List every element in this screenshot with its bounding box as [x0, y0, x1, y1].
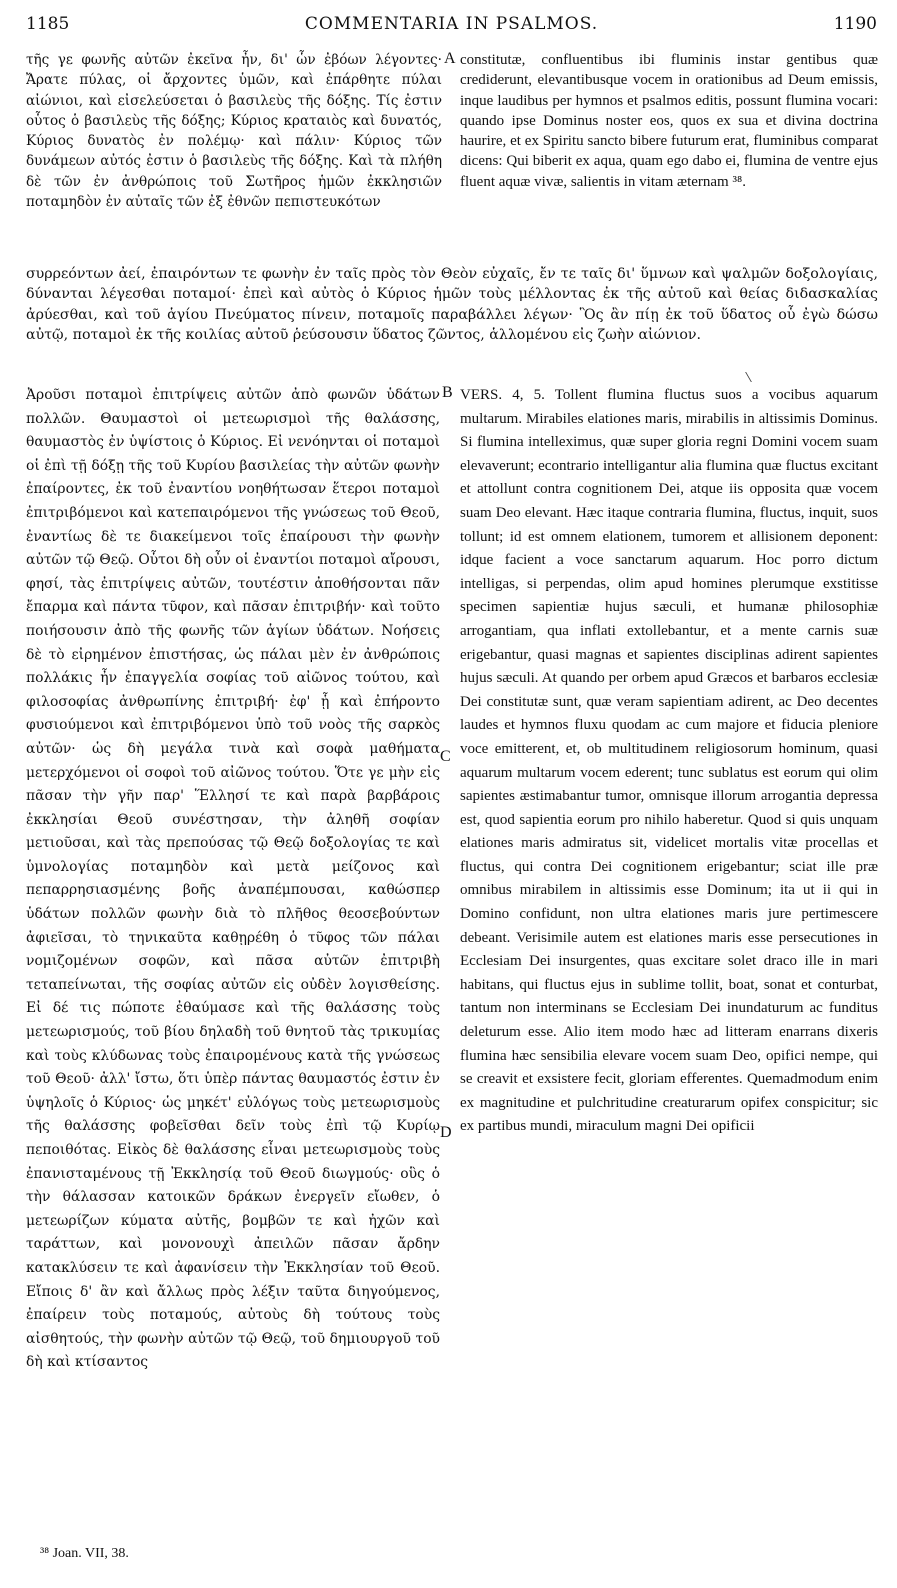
- page-header: [26, 14, 877, 40]
- section-marker-a: A: [444, 50, 456, 67]
- stray-mark: [745, 372, 758, 382]
- running-title: COMMENTARIA IN PSALMOS.: [304, 14, 599, 34]
- section-marker-c: C: [440, 748, 451, 765]
- greek-column-top: τῆς γε φωνῆς αὐτῶν ἐκεῖνα ἦν, δι' ὧν ἐβόων λέγοντες· Ἄρατε πύλας, οἱ ἄρχοντες ὑμῶν, καὶ ἐπάρθητε πύλαι αἰώνιοι, καὶ εἰσελεύσεται ὁ βασιλεὺς τῆς δόξης. Τίς ἐστιν οὗτος ὁ βασιλεὺς τῆς δόξης; Κύριος κραταιὸς καὶ δυνατός, Κύριος δυνατὸς ἐν πολέμῳ· καὶ πάλιν· Κύριος τῶν δυνάμεων αὐτός ἐστιν ὁ βασιλεὺς τῆς δόξης. Καὶ τὰ πλήθη δὲ τῶν ἐν ἀνθρώποις τοῦ Σωτῆρος ἡμῶν ἐκκλησιῶν ποταμηδὸν ἐν αὐταῖς τῶν ἐξ ἐθνῶν πεπιστευκότων: [26, 52, 442, 211]
- page-number-right: 1190: [833, 14, 877, 34]
- section-marker-b: B: [442, 384, 453, 401]
- latin-column-top: constitutæ, confluentibus ibi fluminis instar gentibus quæ crediderunt, elevantibusque vocem in orationibus ad Deum emissis, inque laudibus per hymnos et psalmos editis, possunt flumina vocari: quando ipse Dominus noster eos, quos ex sua et divina doctrina haurire, et ex Spiritu sancto bibere futurum erat, fluminibus comparat dicens: Qui biberit ex aqua, quam ego dabo ei, flumina de ventre ejus fluent aquæ vivæ, salientis in vitam æternam ³⁸.: [460, 52, 878, 190]
- footnote: ³⁸ Joan. VII, 38.: [40, 1546, 129, 1561]
- page-number-left: 1185: [26, 14, 70, 34]
- section-marker-d: D: [440, 1124, 452, 1141]
- latin-column-bottom: VERS. 4, 5. Tollent flumina fluctus suos a vocibus aquarum multarum. Mirabiles elationes maris, mirabilis in altissimis Dominus. Si flumina intelleximus, quæ super gloria regni Domini vocem suam elevaverunt; econtrario intelligantur alia flumina quæ fluctus excitant et attollunt contra cognitionem Dei, atque iis opposita quæ vocem suam Deo elevant. Hæc itaque contraria flumina, fluctus, inquit, suos tollunt; id est omnem elationem, tumorem et allisionem deponent: idque facient a voce sanctarum aquarum. Hoc porro dictum intelligas, si perpendas, olim apud homines plerumque exstitisse specimen sapientiæ hujus sæculi, et humanæ philosophiæ arrogantiam, qua inflati extollebantur, et a mente carnis suæ erigebantur, quasi magnas et sapientes disciplinas adirent sapientes hujus sæculi. At quando per orbem apud Græcos et barbaros ecclesiæ Dei constitutæ sunt, quæ veram sapientiam adirent, ac Deo decentes laudes et hymnos fluxu quodam ac cum majore et fiducia pleniore voce emitterent, et, ob multitudinem religiosorum hominum, quasi aquarum multarum vocem ederent; tunc sublatus est eorum qui olim sapientes æstimabantur tumor, omnisque illorum arrogantia depressa est, quod sapientia eorum pro nihilo haberetur. Quod si quis unquam elationes maris admiratus sit, videlicet mortalis vitæ procellas et fluctus, qui contra Dei cognitionem erigebantur; sciat ille præ omnibus mirabilem in altissimis esse Dominum; ita ut ii qui in Domino confidunt, non ultra elationes maris jure pertimescere debeant. Verisimile autem est elationes maris esse persecutiones in Ecclesiam Dei insurgentes, quas excitare solet draco ille in mari habitans, qui fluctus ejus in sublime tollit, boat, sonat et conturbat, tantum non interminans se Ecclesiam Dei inundaturum ac funditus deleturum esse. Alio item modo hæc ad litteram enarrans dixeris flumina hæc sensibilia elevare vocem suam Deo, opifici nempe, qui se creavit et exsistere fecit, gloriam efferentes. Quemadmodum enim ex magnitudine et pulchritudine creaturarum opifex conspicitur; sic ex partibus mundi, miraculum magni Dei opificii: [460, 387, 878, 1135]
- greek-spanning-paragraph: συρρεόντων ἀεί, ἐπαιρόντων τε φωνὴν ἐν ταῖς πρὸς τὸν Θεὸν εὐχαῖς, ἔν τε ταῖς δι' ὕμνων καὶ ψαλμῶν δοξολογίαις, δύνανται λέγεσθαι ποταμοί· ἐπεὶ καὶ αὐτὸς ὁ Κύριος ἡμῶν τοὺς μέλλοντας ἐκ τῆς αὐτοῦ καὶ θείας διδασκαλίας ἀρύεσθαι, καὶ τοῦ ἁγίου Πνεύματος πίνειν, ποταμοῖς παραβάλλει λέγων· Ὃς ἂν πίῃ ἐκ τοῦ ὕδατος οὗ ἐγὼ δώσω αὐτῷ, ποταμοὶ ἐκ τῆς κοιλίας αὐτοῦ ῥεύσουσιν ὕδατος ζῶντος, ἁλλομένου εἰς ζωὴν αἰώνιον.: [26, 266, 878, 343]
- greek-column-bottom: Ἀροῦσι ποταμοὶ ἐπιτρίψεις αὐτῶν ἀπὸ φωνῶν ὑδάτων πολλῶν. Θαυμαστοὶ οἱ μετεωρισμοὶ τῆς θαλάσσης, θαυμαστὸς ἐν ὑψίστοις ὁ Κύριος. Εἰ νενόηνται οἱ ποταμοὶ οἱ ἐπὶ τῇ δόξῃ τῆς τοῦ Κυρίου βασιλείας τὴν αὐτῶν φωνὴν ἐπαίροντες, ἐκ τοῦ ἐναντίου νοηθήτωσαν ἕτεροι ποταμοὶ ἐπιτριβόμενοι καὶ κατεπαιρόμενοι τῆς γνώσεως τοῦ Θεοῦ, ἐναντίως δὲ τε διακείμενοι τοῖς ἐπαίρουσι τὴν φωνὴν αὐτῶν τῷ Θεῷ. Οὗτοι δὴ οὖν οἱ ἐναντίοι ποταμοὶ αἴρουσι, φησί, τὰς ἐπιτρίψεις αὐτῶν, τουτέστιν ἀποθήσονται πᾶν ἔπαρμα καὶ πάντα τῦφον, καὶ πᾶσαν ἐπιτριβήν· καὶ τοῦτο ποιήσουσιν ἀπὸ τῆς φωνῆς τῶν ἁγίων ὑδάτων. Νοήσεις δὲ τὸ εἰρημένον ἐπιστήσας, ὡς πάλαι μὲν ἐν ἀνθρώποις πολλάκις ἦν ἐπαγγελία σοφίας τοῦ αἰῶνος τούτου, καὶ φιλοσοφίας ἀνθρωπίνης ἐπιτριβή· ἐφ' ᾗ καὶ ἐπήροντο φυσιούμενοι καὶ ἐπιτριβόμενοι ὑπὸ τοῦ νοὸς τῆς σαρκὸς αὐτῶν· ὡς δὴ μεγάλα τινὰ καὶ σοφὰ μαθήματα μετερχόμενοι οἱ σοφοὶ τοῦ αἰῶνος τούτου. Ὅτε γε μὴν εἰς πᾶσαν τὴν γῆν παρ' Ἕλλησί τε καὶ παρὰ βαρβάροις ἐκκλησίαι Θεοῦ συνέστησαν, τὴν ἀληθῆ σοφίαν μετιοῦσαι, καὶ τὰς πρεπούσας τῷ Θεῷ δοξολογίας τε καὶ ὑμνολογίας ποταμηδὸν καὶ μετὰ μείζονος καὶ πεπαρρησιασμένης βοῆς ἀναπέμπουσαι, καθώσπερ ὑδάτων πολλῶν φωνὴν διὰ τὸ πλῆθος θεοσεβούντων ἀφιεῖσαι, τὸ τηνικαῦτα καθῃρέθη ὁ τῦφος τῶν πάλαι νομιζομένων σοφῶν, καὶ πᾶσα αὐτῶν ἐπιτριβὴ τεταπείνωται, τῆς σοφίας αὐτῶν εἰς οὐδὲν λογισθείσης. Εἰ δέ τις πώποτε ἐθαύμασε καὶ τῆς θαλάσσης τοὺς μετεωρισμούς, τοῦ βίου δηλαδὴ τοῦ θνητοῦ τὰς τρικυμίας καὶ τοὺς κλύδωνας τοὺς ἐπαιρομένους κατὰ τῆς γνώσεως τοῦ Θεοῦ· ἀλλ' ἴστω, ὅτι ὑπὲρ πάντας θαυμαστός ἐστιν ἐν ὑψηλοῖς ὁ Κύριος· ὡς μηκέτ' εὐλόγως τοὺς μετεωρισμοὺς τῆς θαλάσσης φοβεῖσθαι δεῖν τοὺς ἐπὶ τῷ Κυρίῳ πεποιθότας. Εἰκὸς δὲ θαλάσσης εἶναι μετεωρισμοὺς τοὺς ἐπανισταμένους τῇ Ἐκκλησίᾳ τοῦ Θεοῦ διωγμούς· οὓς ὁ τὴν θάλασσαν κατοικῶν δράκων ἐνεργεῖν εἴωθεν, ὁ μετεωρίζων κύματα αὐτῆς, βομβῶν τε καὶ ἠχῶν καὶ ταράττων, καὶ μονονουχὶ ἀπειλῶν πᾶσαν ἄρδην κατακλύσειν τε καὶ ἀφανίσειν τὴν Ἐκκλησίαν τοῦ Θεοῦ. Εἴποις δ' ἂν καὶ ἄλλως πρὸς λέξιν ταῦτα διηγούμενος, ἐπαίρειν τοὺς ποταμούς, αὐτοὺς δὴ τούτους τοὺς αἰσθητούς, τὴν φωνὴν αὐτῶν τῷ Θεῷ, τοῦ δημιουργοῦ τοῦ δὴ καὶ κτίσαντος: [26, 387, 440, 1371]
